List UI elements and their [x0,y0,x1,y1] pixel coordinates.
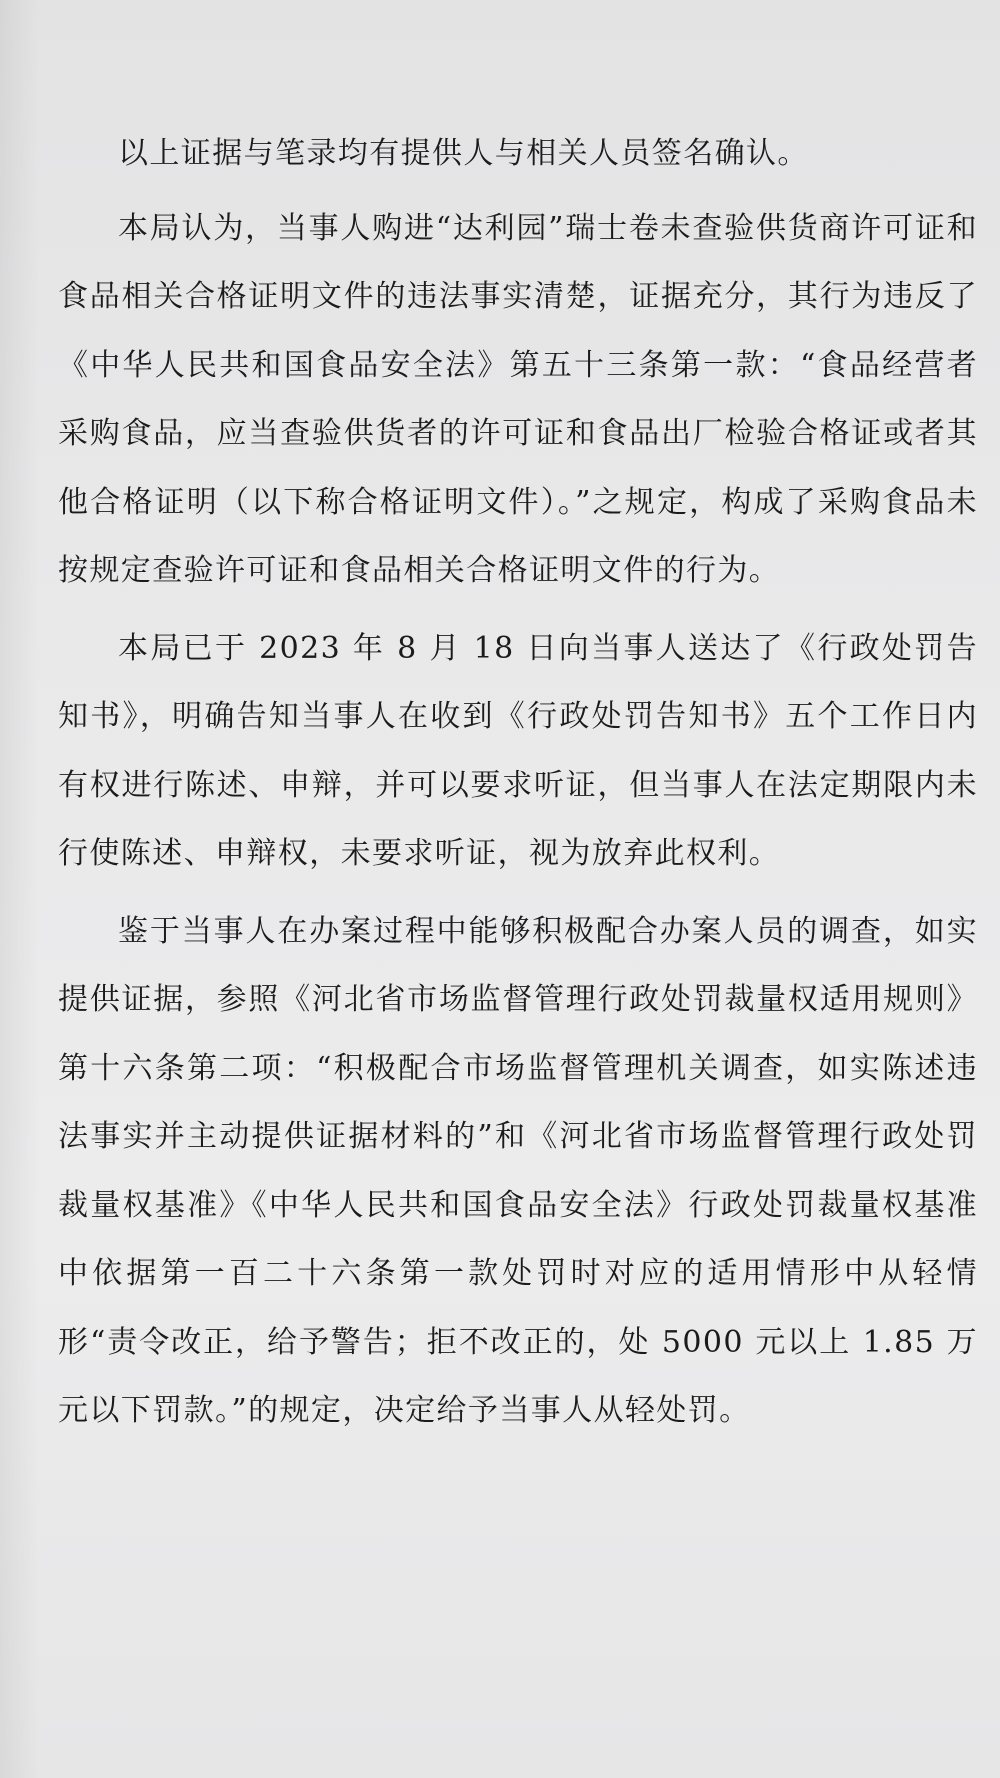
paragraph-penalty-decision: 鉴于当事人在办案过程中能够积极配合办案人员的调查，如实提供证据，参照《河北省市场监督管理行政处罚裁量权适用规则》第十六条第二项：“积极配合市场监督管理机关调查，如实陈述违法事实并主动提供证据材料的”和《河北省市场监督管理行政处罚裁量权基准》《中华人民共和国食品安全法》行政处罚裁量权基准中依据第一百二十六条第一款处罚时对应的适用情形中从轻情形“责令改正，给予警告；拒不改正的，处 5000 元以上 1.85 万元以下罚款。”的规定，决定给予当事人从轻处罚。 [58,913,978,1428]
paragraph-evidence-confirmation: 以上证据与笔录均有提供人与相关人员签名确认。 [118,136,809,171]
paragraph-violation-finding: 本局认为，当事人购进“达利园”瑞士卷未查验供货商许可证和食品相关合格证明文件的违法事实清楚，证据充分，其行为违反了《中华人民共和国食品安全法》第五十三条第一款：“食品经营者采购食品，应当查验供货者的许可证和食品出厂检验合格证或者其他合格证明（以下称合格证明文件）。”之规定，构成了采购食品未按规定查验许可证和食品相关合格证明文件的行为。 [58,210,978,588]
document-body [58,120,978,1455]
paragraph-notice-delivery: 本局已于 2023 年 8 月 18 日向当事人送达了《行政处罚告知书》，明确告知当事人在收到《行政处罚告知书》五个工作日内有权进行陈述、申辩，并可以要求听证，但当事人在法定期限内未行使陈述、申辩权，未要求听证，视为放弃此权利。 [58,630,978,871]
